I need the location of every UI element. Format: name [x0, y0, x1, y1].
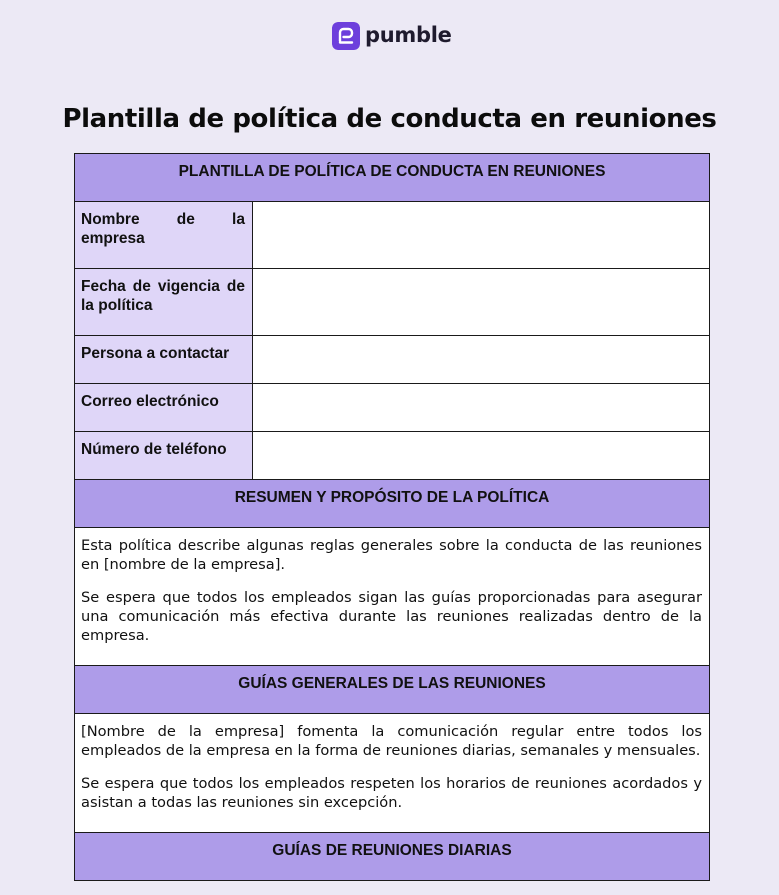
section-body-summary: [75, 528, 710, 666]
field-row-company-name: [75, 202, 710, 269]
section-body-row: [75, 528, 710, 666]
section-heading-summary: RESUMEN Y PROPÓSITO DE LA POLÍTICA: [75, 480, 710, 528]
section-heading-row: [75, 666, 710, 714]
brand-name: pumble: [365, 23, 452, 47]
field-value-effective-date[interactable]: [253, 269, 710, 336]
section-heading-daily-meetings: GUÍAS DE REUNIONES DIARIAS: [75, 833, 710, 881]
page-title: Plantilla de política de conducta en reuniones: [62, 104, 717, 134]
field-value-email[interactable]: [253, 384, 710, 432]
pumble-logo: [332, 21, 452, 50]
paragraph: Esta política describe algunas reglas generales sobre la conducta de las reuniones en [nombre de la empresa].: [81, 537, 703, 573]
field-label-phone: Número de teléfono: [75, 432, 253, 480]
field-label-contact-person: Persona a contactar: [75, 336, 253, 384]
field-label-effective-date: Fecha de vigencia de la política: [75, 269, 253, 336]
pumble-logo-icon: [332, 22, 360, 50]
field-row-email: [75, 384, 710, 432]
policy-template-table: [74, 153, 710, 881]
paragraph: Se espera que todos los empleados respeten los horarios de reuniones acordados y asistan a todas las reuniones sin excepción.: [81, 775, 703, 811]
section-body-general-guidelines: [75, 714, 710, 833]
field-value-phone[interactable]: [253, 432, 710, 480]
field-row-effective-date: [75, 269, 710, 336]
table-header-row: [75, 154, 710, 202]
field-label-company-name: Nombre de la empresa: [75, 202, 253, 269]
paragraph: [Nombre de la empresa] fomenta la comunicación regular entre todos los empleados de la empresa en la forma de reuniones diarias, semanales y mensuales.: [81, 723, 703, 759]
field-row-phone: [75, 432, 710, 480]
field-value-company-name[interactable]: [253, 202, 710, 269]
field-value-contact-person[interactable]: [253, 336, 710, 384]
template-header: PLANTILLA DE POLÍTICA DE CONDUCTA EN REUNIONES: [75, 154, 710, 202]
field-label-email: Correo electrónico: [75, 384, 253, 432]
paragraph: Se espera que todos los empleados sigan las guías proporcionadas para asegurar una comunicación más efectiva durante las reuniones realizadas dentro de la empresa.: [81, 589, 703, 644]
section-heading-row: [75, 480, 710, 528]
field-row-contact-person: [75, 336, 710, 384]
section-heading-general-guidelines: GUÍAS GENERALES DE LAS REUNIONES: [75, 666, 710, 714]
section-body-row: [75, 714, 710, 833]
section-heading-row: [75, 833, 710, 881]
